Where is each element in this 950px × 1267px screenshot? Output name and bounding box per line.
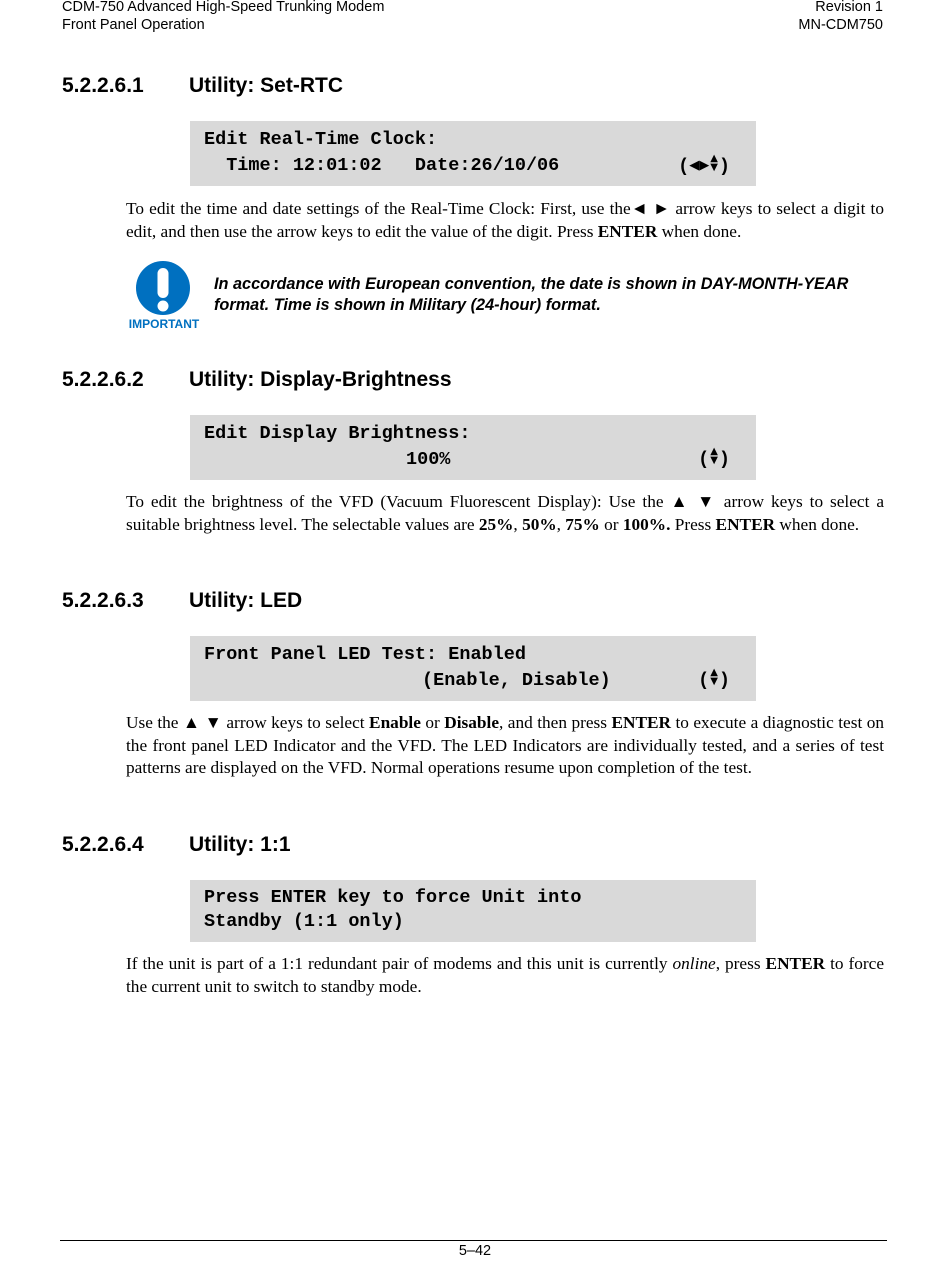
- up-down-arrow-icon: ▲ ▼: [710, 153, 718, 174]
- important-note-text: In accordance with European convention, the date is shown in DAY-MONTH-YEAR format. Time is shown in Military (24-hour) format.: [214, 275, 849, 314]
- paragraph-led: Use the ▲ ▼ arrow keys to select Enable or Disable, and then press ENTER to execute a diagnostic test on the front panel LED Indicator and the VFD. The LED Indicators are individually tested, and a series of test patterns are displayed on the VFD. Normal operations resume upon completion of the test.: [126, 713, 885, 777]
- paragraph-one-to-one: If the unit is part of a 1:1 redundant pair of modems and this unit is currently online, press ENTER to force the current unit to switch to standby mode.: [126, 954, 885, 996]
- left-arrow-icon: ◀: [689, 158, 700, 173]
- right-arrow-icon: ▶: [699, 158, 710, 173]
- section-title: Utility: LED: [189, 589, 303, 612]
- section-title: Utility: Set-RTC: [189, 74, 343, 97]
- revision-label: Revision 1: [815, 0, 883, 15]
- lcd-line-2: Time: 12:01:02 Date:26/10/06: [204, 155, 560, 176]
- lcd-line-2: (Enable, Disable): [422, 670, 611, 691]
- section-number: 5.2.2.6.1: [62, 74, 144, 97]
- lcd-line-1: Press ENTER key to force Unit into: [204, 887, 582, 908]
- chapter-title: Front Panel Operation: [62, 17, 205, 33]
- navigation-keys-indicator: ( ▲ ▼ ): [698, 446, 730, 470]
- lcd-display-one-to-one: [190, 880, 756, 942]
- up-down-arrow-icon: ▲ ▼: [710, 446, 718, 467]
- paragraph-set-rtc: To edit the time and date settings of the Real-Time Clock: First, use the◄ ► arrow keys to select a digit to edit, and then use the arrow keys to edit the value of the digit. Press ENTER when done.: [126, 199, 885, 241]
- lcd-line-1: Edit Display Brightness:: [204, 423, 471, 444]
- lcd-brightness-value: 100%: [406, 449, 451, 470]
- lcd-display-led: [190, 636, 756, 701]
- section-number: 5.2.2.6.2: [62, 368, 144, 391]
- section-title: Utility: Display-Brightness: [189, 368, 452, 391]
- lcd-line-1: Front Panel LED Test: Enabled: [204, 644, 526, 665]
- lcd-line-2: Standby (1:1 only): [204, 911, 404, 932]
- important-label: IMPORTANT: [128, 317, 200, 331]
- section-number: 5.2.2.6.3: [62, 589, 144, 612]
- page-number: 5–42: [458, 1243, 492, 1259]
- navigation-keys-indicator: (◀▶ ▲ ▼ ): [678, 153, 730, 177]
- document-title: CDM-750 Advanced High-Speed Trunking Modem: [62, 0, 385, 15]
- important-notice-icon: [126, 260, 202, 332]
- section-number: 5.2.2.6.4: [62, 833, 144, 856]
- section-title: Utility: 1:1: [189, 833, 291, 856]
- lcd-display-set-rtc: [190, 121, 756, 186]
- lcd-display-brightness: [190, 415, 756, 480]
- document-number: MN-CDM750: [798, 17, 883, 33]
- navigation-keys-indicator: ( ▲ ▼ ): [698, 667, 730, 691]
- paragraph-display-brightness: To edit the brightness of the VFD (Vacuum Fluorescent Display): Use the ▲ ▼ arrow keys to select a suitable brightness level. The selectable values are 25%, 50%, 75% or 100%. Press ENTER when done.: [126, 492, 884, 534]
- footer-rule: [60, 1240, 887, 1241]
- up-down-arrow-icon: ▲ ▼: [710, 667, 718, 688]
- lcd-line-1: Edit Real-Time Clock:: [204, 129, 438, 150]
